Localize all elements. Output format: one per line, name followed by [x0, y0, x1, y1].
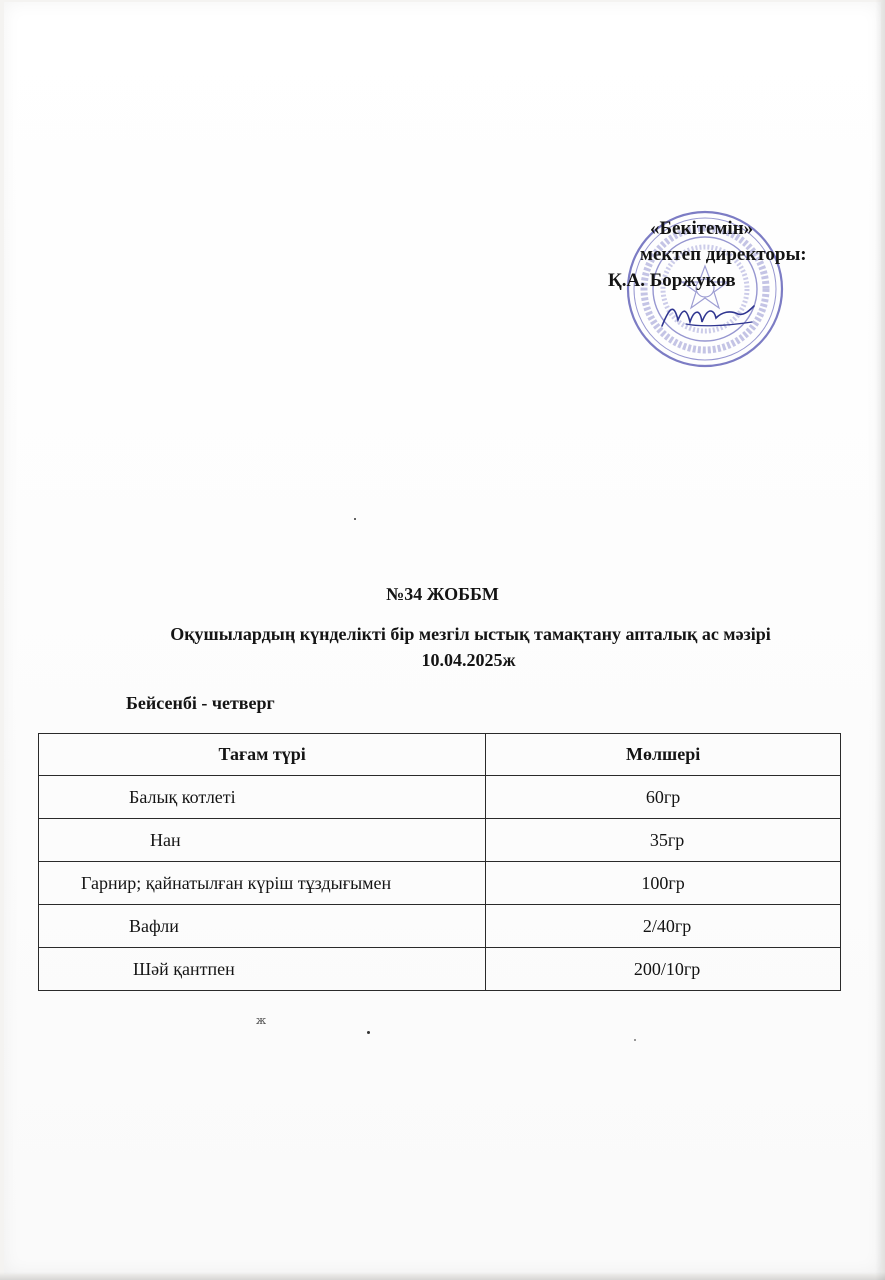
column-header-amount: Мөлшері: [486, 734, 841, 776]
approval-role: мектеп директоры:: [640, 244, 807, 265]
amount-cell: [486, 776, 841, 819]
table-row: [39, 819, 841, 862]
dish-name: Гарнир; қайнатылған күріш тұздығымен: [81, 872, 392, 893]
dish-amount: 200/10гр: [633, 958, 701, 979]
page-bottom-shadow: [0, 1272, 885, 1280]
dish-amount: 60гр: [645, 786, 681, 807]
dish-amount: 35гр: [649, 829, 685, 850]
menu-title: Оқушылардың күнделікті бір мезгіл ыстық тамақтану апталық ас мәзірі: [170, 624, 771, 644]
amount-cell: [486, 905, 841, 948]
table-row: [39, 862, 841, 905]
school-name: №34 ЖОББМ: [386, 584, 499, 604]
approval-block: [600, 216, 860, 376]
dish-cell: [39, 862, 486, 905]
table-header-row: [39, 734, 841, 776]
speck-mark: [354, 518, 356, 520]
speck-mark: [634, 1039, 636, 1041]
menu-date: 10.04.2025ж: [421, 650, 516, 670]
amount-cell: [486, 948, 841, 991]
table-row: [39, 776, 841, 819]
amount-cell: [486, 819, 841, 862]
director-name: Қ.А. Боржуков: [608, 270, 736, 291]
dish-cell: [39, 905, 486, 948]
footer-mark: ж: [256, 1014, 267, 1027]
dish-amount: 2/40гр: [642, 915, 692, 936]
dish-cell: [39, 948, 486, 991]
table-row: [39, 905, 841, 948]
speck-mark: [367, 1031, 370, 1034]
menu-table: [38, 733, 841, 991]
dish-name: Нан: [150, 829, 181, 850]
dish-name: Вафли: [129, 915, 179, 936]
column-header-dish: Тағам түрі: [39, 734, 486, 776]
amount-cell: [486, 862, 841, 905]
table-row: [39, 948, 841, 991]
dish-amount: 100гр: [641, 872, 685, 893]
day-of-week: Бейсенбі - четверг: [126, 693, 275, 713]
dish-name: Шәй қантпен: [133, 958, 235, 979]
dish-name: Балық котлеті: [129, 786, 236, 807]
approval-title: «Бекітемін»: [650, 218, 754, 239]
director-signature: [656, 296, 756, 336]
dish-cell: [39, 819, 486, 862]
dish-cell: [39, 776, 486, 819]
